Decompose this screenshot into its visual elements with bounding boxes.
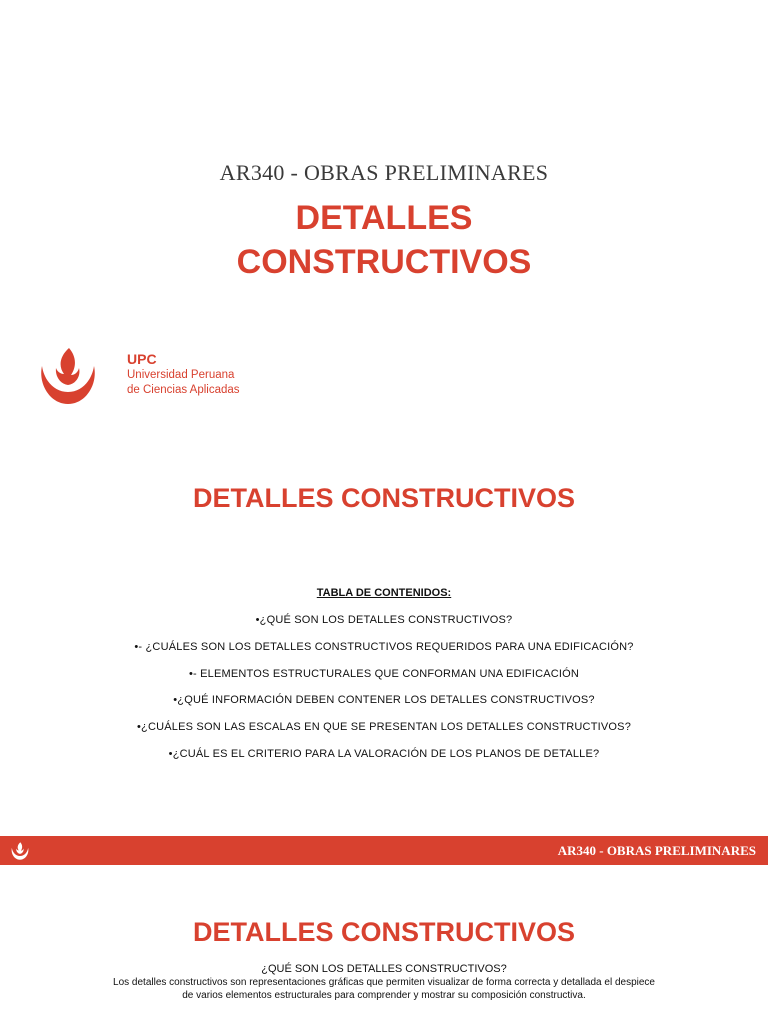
banner-course-title: AR340 - OBRAS PRELIMINARES: [557, 843, 756, 858]
title-line-2: CONSTRUCTIVOS: [236, 243, 532, 281]
logo-abbr: UPC: [127, 351, 157, 367]
course-title: AR340 - OBRAS PRELIMINARES: [219, 160, 549, 185]
logo-line-2: de Ciencias Aplicadas: [127, 384, 240, 396]
question-heading: ¿QUÉ SON LOS DETALLES CONSTRUCTIVOS?: [261, 963, 507, 975]
section-title-2: DETALLES CONSTRUCTIVOS: [192, 917, 575, 947]
toc-heading: TABLA DE CONTENIDOS:: [316, 587, 452, 599]
toc-item: •¿CUÁLES SON LAS ESCALAS EN QUE SE PRESENTAN LOS DETALLES CONSTRUCTIVOS?: [136, 721, 632, 733]
section-title-1: DETALLES CONSTRUCTIVOS: [192, 483, 575, 513]
toc-item: •¿CUÁL ES EL CRITERIO PARA LA VALORACIÓN DE LOS PLANOS DE DETALLE?: [168, 748, 600, 760]
body-text-line-1: Los detalles constructivos son representaciones gráficas que permiten visualizar de forma correcta y detallada el despiece: [113, 977, 655, 988]
upc-flame-logo-icon: [36, 344, 100, 408]
toc-item: •¿QUÉ SON LOS DETALLES CONSTRUCTIVOS?: [255, 614, 513, 626]
toc-item: •- ¿CUÁLES SON LOS DETALLES CONSTRUCTIVOS REQUERIDOS PARA UNA EDIFICACIÓN?: [134, 641, 634, 653]
university-name: [127, 352, 240, 398]
body-text-line-2: de varios elementos estructurales para comprender y mostrar su composición constructiva.: [182, 990, 586, 1001]
slide-banner: [0, 836, 768, 865]
toc-item: •- ELEMENTOS ESTRUCTURALES QUE CONFORMAN UNA EDIFICACIÓN: [188, 668, 580, 680]
title-line-1: DETALLES: [295, 199, 473, 237]
upc-flame-small-icon: [10, 841, 30, 861]
toc-item: •¿QUÉ INFORMACIÓN DEBEN CONTENER LOS DETALLES CONSTRUCTIVOS?: [173, 694, 595, 706]
page-title: [0, 196, 768, 284]
logo-line-1: Universidad Peruana: [127, 369, 235, 381]
